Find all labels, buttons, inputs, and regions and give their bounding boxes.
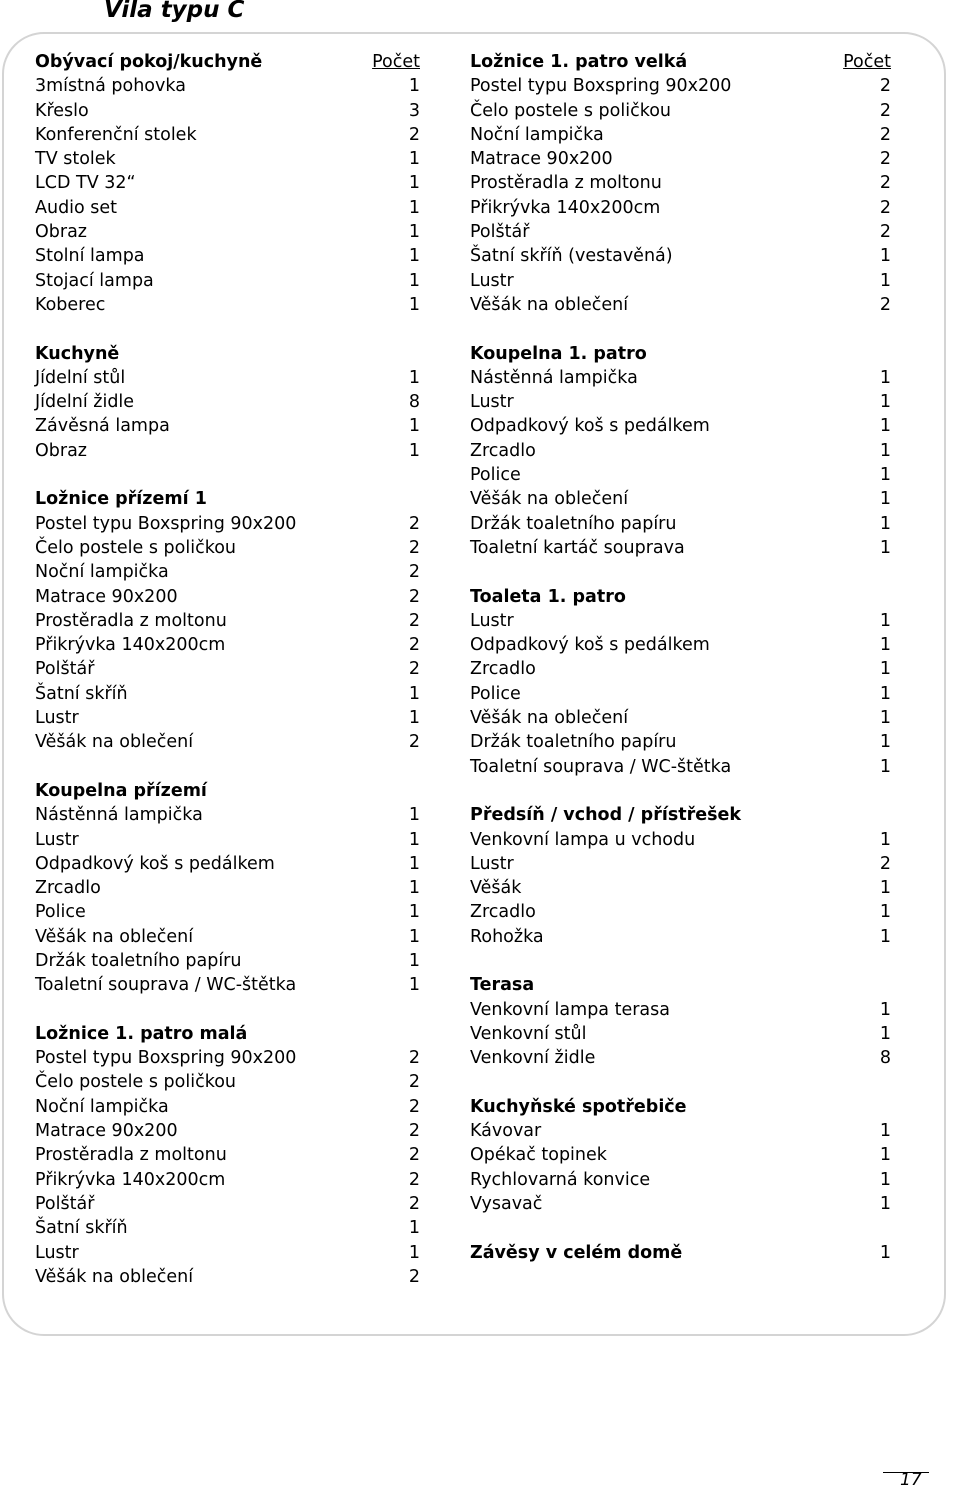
section-title: Ložnice přízemí 1 <box>35 489 207 510</box>
item-name: Čelo postele s poličkou <box>470 100 672 121</box>
item-row <box>470 269 891 293</box>
item-count: 2 <box>879 76 891 97</box>
item-count: 2 <box>879 853 891 874</box>
section-heading <box>35 1022 420 1046</box>
item-name: Zrcadlo <box>470 902 536 923</box>
item-count: 1 <box>408 270 420 291</box>
item-count: 2 <box>408 1266 420 1287</box>
item-count: 1 <box>879 513 891 534</box>
item-row <box>470 755 891 779</box>
section-heading <box>35 342 420 366</box>
item-row <box>470 609 891 633</box>
item-count: 1 <box>408 1218 420 1239</box>
item-name: Matrace 90x200 <box>470 149 613 170</box>
item-name: Šatní skříň <box>35 1218 128 1239</box>
item-row <box>35 1119 420 1143</box>
section-heading <box>35 779 420 803</box>
item-count <box>873 1095 891 1119</box>
item-count: 2 <box>879 294 891 315</box>
section-heading <box>470 973 891 997</box>
item-name: Věšák na oblečení <box>35 926 194 947</box>
item-name: Čelo postele s poličkou <box>35 1072 237 1093</box>
item-name: Odpadkový koš s pedálkem <box>470 635 710 656</box>
item-row <box>470 900 891 924</box>
item-name: Věšák na oblečení <box>470 489 629 510</box>
item-name: Rohožka <box>470 926 544 947</box>
item-row <box>470 1119 891 1143</box>
item-count: 1 <box>879 367 891 388</box>
item-row <box>470 220 891 244</box>
item-count: 2 <box>879 222 891 243</box>
item-row <box>35 196 420 220</box>
item-name: Venkovní lampa u vchodu <box>470 829 696 850</box>
item-count: 1 <box>879 829 891 850</box>
item-count: 1 <box>408 805 420 826</box>
item-name: Toaletní kartáč souprava <box>470 537 685 558</box>
item-count: 2 <box>408 1048 420 1069</box>
item-row <box>470 512 891 536</box>
item-count: 1 <box>879 635 891 656</box>
left-column <box>35 50 420 1289</box>
item-name: Rychlovarná konvice <box>470 1169 651 1190</box>
item-row <box>35 706 420 730</box>
section-heading <box>470 803 891 827</box>
item-count: 2 <box>879 100 891 121</box>
item-name: Šatní skříň <box>35 683 128 704</box>
item-name: Čelo postele s poličkou <box>35 537 237 558</box>
item-count: 1 <box>879 1193 891 1214</box>
item-name: Venkovní lampa terasa <box>470 999 670 1020</box>
item-row <box>35 925 420 949</box>
item-name: Jídelní stůl <box>35 367 126 388</box>
item-count: 1 <box>408 926 420 947</box>
item-name: Závěsná lampa <box>35 416 170 437</box>
item-row <box>35 657 420 681</box>
item-row <box>35 900 420 924</box>
item-row <box>470 998 891 1022</box>
spacer <box>470 779 891 803</box>
item-count: 1 <box>408 683 420 704</box>
item-name: Polštář <box>35 659 95 680</box>
item-name: Lustr <box>35 708 79 729</box>
item-count: 2 <box>408 1169 420 1190</box>
item-count: 1 <box>879 610 891 631</box>
item-count <box>402 342 420 366</box>
item-name: Vysavač <box>470 1193 543 1214</box>
section-heading <box>470 1241 891 1265</box>
item-count: 1 <box>879 489 891 510</box>
item-row <box>35 730 420 754</box>
item-row <box>470 633 891 657</box>
item-name: Noční lampička <box>470 124 604 145</box>
item-count: 1 <box>408 708 420 729</box>
item-count <box>873 585 891 609</box>
item-count: 1 <box>879 537 891 558</box>
item-row <box>35 1241 420 1265</box>
item-row <box>35 1095 420 1119</box>
item-count: 1 <box>879 878 891 899</box>
item-count: 1 <box>879 270 891 291</box>
spacer <box>35 998 420 1022</box>
item-row <box>470 1046 891 1070</box>
item-count: 1 <box>408 222 420 243</box>
item-row <box>470 244 891 268</box>
item-count: 2 <box>408 1096 420 1117</box>
item-row <box>35 99 420 123</box>
item-name: Křeslo <box>35 100 89 121</box>
section-title: Kuchyňské spotřebiče <box>470 1096 687 1117</box>
item-name: Police <box>35 902 86 923</box>
item-row <box>470 463 891 487</box>
section-title: Závěsy v celém domě <box>470 1242 683 1263</box>
item-name: Koberec <box>35 294 106 315</box>
item-name: Přikrývka 140x200cm <box>470 197 661 218</box>
item-name: Jídelní židle <box>35 392 135 413</box>
item-count: 1 <box>879 1169 891 1190</box>
item-count: 1 <box>879 246 891 267</box>
item-row <box>35 852 420 876</box>
item-row <box>470 196 891 220</box>
spacer <box>470 560 891 584</box>
item-row <box>35 536 420 560</box>
spacer <box>35 755 420 779</box>
item-count: 2 <box>879 149 891 170</box>
item-row <box>470 852 891 876</box>
item-name: Stolní lampa <box>35 246 145 267</box>
spacer <box>470 1216 891 1240</box>
item-count: 2 <box>879 173 891 194</box>
item-count: 1 <box>879 708 891 729</box>
item-row <box>35 269 420 293</box>
item-row <box>35 244 420 268</box>
item-name: Opékač topinek <box>470 1145 607 1166</box>
item-count: 2 <box>408 1072 420 1093</box>
item-row <box>35 1143 420 1167</box>
item-count: 1 <box>408 246 420 267</box>
item-count: 1 <box>879 392 891 413</box>
item-count: 1 <box>408 975 420 996</box>
item-count: 1 <box>879 756 891 777</box>
item-row <box>470 123 891 147</box>
item-name: Prostěradla z moltonu <box>35 1145 227 1166</box>
item-name: Věšák na oblečení <box>35 732 194 753</box>
item-name: Noční lampička <box>35 1096 169 1117</box>
item-name: Držák toaletního papíru <box>470 513 677 534</box>
section-heading <box>470 50 891 74</box>
item-name: Lustr <box>35 829 79 850</box>
item-row <box>470 171 891 195</box>
section-title: Koupelna přízemí <box>35 780 207 801</box>
item-count: 1 <box>879 683 891 704</box>
section-title: Obývací pokoj/kuchyně <box>35 52 263 72</box>
item-name: Konferenční stolek <box>35 124 197 145</box>
item-name: Nástěnná lampička <box>470 367 638 388</box>
section-title: Ložnice 1. patro malá <box>35 1023 248 1044</box>
item-row <box>35 876 420 900</box>
item-name: Matrace 90x200 <box>35 1121 178 1142</box>
item-row <box>35 1070 420 1094</box>
item-count: 1 <box>879 416 891 437</box>
item-row <box>470 439 891 463</box>
item-count: 1 <box>408 76 420 97</box>
item-name: Lustr <box>470 270 514 291</box>
item-count: 1 <box>408 149 420 170</box>
item-row <box>35 585 420 609</box>
item-name: 3místná pohovka <box>35 76 186 97</box>
item-name: Nástěnná lampička <box>35 805 203 826</box>
page-title: Vila typu C <box>104 0 245 23</box>
item-row <box>35 609 420 633</box>
item-name: Věšák na oblečení <box>35 1266 194 1287</box>
item-row <box>470 1143 891 1167</box>
item-row <box>35 1046 420 1070</box>
section-heading <box>470 1095 891 1119</box>
item-count <box>402 1022 420 1046</box>
item-name: Obraz <box>35 222 87 243</box>
section-heading <box>470 342 891 366</box>
item-name: Polštář <box>35 1193 95 1214</box>
item-name: LCD TV 32“ <box>35 173 136 194</box>
item-count: 1 <box>879 1242 891 1263</box>
item-count: 1 <box>879 926 891 947</box>
item-name: Noční lampička <box>35 562 169 583</box>
item-row <box>35 512 420 536</box>
item-count: 3 <box>408 100 420 121</box>
item-count: 1 <box>879 659 891 680</box>
item-count: 2 <box>408 586 420 607</box>
item-count: 8 <box>408 392 420 413</box>
spacer <box>470 949 891 973</box>
section-title: Ložnice 1. patro velká <box>470 52 688 72</box>
item-name: Prostěradla z moltonu <box>470 173 662 194</box>
item-row <box>470 1022 891 1046</box>
item-count: 2 <box>408 635 420 656</box>
item-row <box>470 828 891 852</box>
item-name: Věšák na oblečení <box>470 708 629 729</box>
item-name: Zrcadlo <box>470 440 536 461</box>
item-count: 2 <box>408 732 420 753</box>
item-row <box>35 74 420 98</box>
item-name: Postel typu Boxspring 90x200 <box>35 1048 297 1069</box>
item-row <box>35 1265 420 1289</box>
item-row <box>35 633 420 657</box>
item-row <box>35 390 420 414</box>
item-name: Odpadkový koš s pedálkem <box>35 853 275 874</box>
item-count: 2 <box>408 1121 420 1142</box>
section-title: Toaleta 1. patro <box>470 586 626 607</box>
item-row <box>470 706 891 730</box>
item-count: 1 <box>408 197 420 218</box>
item-row <box>35 803 420 827</box>
section-heading <box>35 50 420 74</box>
item-row <box>470 390 891 414</box>
section-title: Terasa <box>470 975 535 996</box>
item-name: Polštář <box>470 222 530 243</box>
item-count <box>873 342 891 366</box>
item-count: 2 <box>408 1145 420 1166</box>
item-count: 2 <box>408 562 420 583</box>
item-count: 8 <box>879 1048 891 1069</box>
item-name: TV stolek <box>35 149 116 170</box>
item-name: Venkovní židle <box>470 1048 596 1069</box>
item-name: Venkovní stůl <box>470 1023 587 1044</box>
item-count: 1 <box>408 294 420 315</box>
item-name: Přikrývka 140x200cm <box>35 1169 226 1190</box>
item-row <box>35 560 420 584</box>
item-row <box>470 536 891 560</box>
item-count <box>873 803 891 827</box>
item-name: Zrcadlo <box>470 659 536 680</box>
spacer <box>470 1070 891 1094</box>
item-name: Obraz <box>35 440 87 461</box>
item-name: Lustr <box>470 610 514 631</box>
item-count: 2 <box>408 659 420 680</box>
item-row <box>35 973 420 997</box>
item-name: Toaletní souprava / WC-štětka <box>35 975 297 996</box>
item-count: 1 <box>408 829 420 850</box>
item-name: Police <box>470 465 521 486</box>
item-row <box>470 682 891 706</box>
item-row <box>35 220 420 244</box>
item-count: 2 <box>408 610 420 631</box>
item-count: 1 <box>408 440 420 461</box>
item-name: Prostěradla z moltonu <box>35 610 227 631</box>
item-row <box>35 171 420 195</box>
item-name: Postel typu Boxspring 90x200 <box>35 513 297 534</box>
count-header: Počet <box>843 52 891 72</box>
page-number: 17 <box>900 1470 922 1490</box>
item-name: Toaletní souprava / WC-štětka <box>470 756 732 777</box>
spacer <box>470 317 891 341</box>
count-header: Počet <box>372 52 420 72</box>
right-column <box>470 50 891 1265</box>
item-count: 1 <box>879 999 891 1020</box>
section-heading <box>35 487 420 511</box>
item-name: Audio set <box>35 197 118 218</box>
item-name: Přikrývka 140x200cm <box>35 635 226 656</box>
item-name: Kávovar <box>470 1121 542 1142</box>
item-count: 1 <box>408 950 420 971</box>
spacer <box>35 317 420 341</box>
item-row <box>35 828 420 852</box>
section-title: Předsíň / vchod / přístřešek <box>470 805 742 826</box>
item-name: Postel typu Boxspring 90x200 <box>470 76 732 97</box>
item-count: 1 <box>879 465 891 486</box>
section-heading <box>470 585 891 609</box>
item-count: 1 <box>408 902 420 923</box>
item-row <box>470 74 891 98</box>
item-count <box>873 973 891 997</box>
item-row <box>470 657 891 681</box>
item-name: Lustr <box>35 1242 79 1263</box>
item-row <box>470 366 891 390</box>
item-count <box>402 487 420 511</box>
item-row <box>35 682 420 706</box>
item-row <box>470 730 891 754</box>
item-count: 1 <box>408 416 420 437</box>
item-name: Police <box>470 683 521 704</box>
item-name: Matrace 90x200 <box>35 586 178 607</box>
item-row <box>470 1168 891 1192</box>
item-count: 1 <box>408 173 420 194</box>
item-row <box>470 147 891 171</box>
item-count: 1 <box>408 1242 420 1263</box>
spacer <box>35 463 420 487</box>
item-row <box>470 1192 891 1216</box>
item-count: 1 <box>879 1121 891 1142</box>
item-row <box>470 414 891 438</box>
item-count: 1 <box>408 367 420 388</box>
item-row <box>470 99 891 123</box>
item-name: Držák toaletního papíru <box>470 732 677 753</box>
item-count: 2 <box>408 1193 420 1214</box>
item-count: 2 <box>879 197 891 218</box>
section-title: Kuchyně <box>35 343 120 364</box>
item-name: Věšák <box>470 878 522 899</box>
item-row <box>35 949 420 973</box>
item-count: 1 <box>879 440 891 461</box>
item-row <box>470 876 891 900</box>
item-count: 2 <box>879 124 891 145</box>
item-name: Zrcadlo <box>35 878 101 899</box>
item-count: 1 <box>879 1145 891 1166</box>
item-row <box>35 1216 420 1240</box>
item-count <box>402 779 420 803</box>
item-name: Lustr <box>470 392 514 413</box>
item-count: 1 <box>879 732 891 753</box>
item-count: 1 <box>879 1023 891 1044</box>
item-row <box>35 123 420 147</box>
item-row <box>35 439 420 463</box>
item-row <box>470 293 891 317</box>
item-count: 1 <box>879 902 891 923</box>
item-count: 1 <box>408 853 420 874</box>
item-name: Věšák na oblečení <box>470 294 629 315</box>
item-name: Lustr <box>470 853 514 874</box>
item-row <box>35 293 420 317</box>
item-row <box>35 1168 420 1192</box>
item-row <box>470 487 891 511</box>
item-row <box>470 925 891 949</box>
item-count: 2 <box>408 537 420 558</box>
item-name: Šatní skříň (vestavěná) <box>470 246 673 267</box>
item-name: Odpadkový koš s pedálkem <box>470 416 710 437</box>
item-row <box>35 147 420 171</box>
section-title: Koupelna 1. patro <box>470 343 647 364</box>
item-count: 2 <box>408 513 420 534</box>
item-row <box>35 414 420 438</box>
item-name: Držák toaletního papíru <box>35 950 242 971</box>
item-row <box>35 1192 420 1216</box>
item-row <box>35 366 420 390</box>
item-name: Stojací lampa <box>35 270 154 291</box>
item-count: 1 <box>408 878 420 899</box>
item-count: 2 <box>408 124 420 145</box>
